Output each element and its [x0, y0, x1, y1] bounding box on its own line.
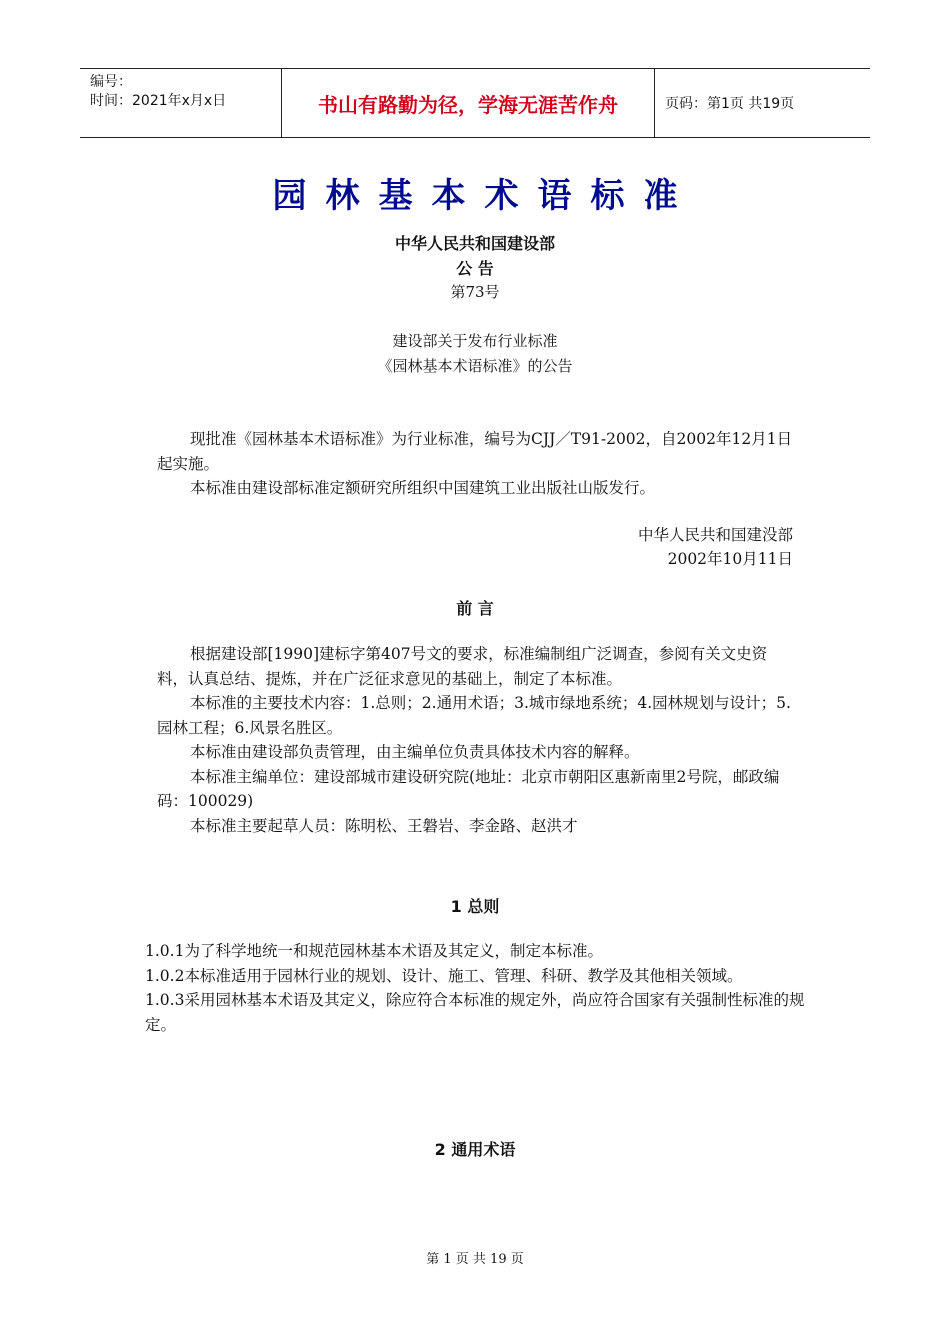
announcement-subject-2: 《园林基本术语标准》的公告 [377, 357, 573, 375]
announcement-date: 2002年10月11日 [667, 550, 793, 568]
document-title: 园林基本术语标准 [272, 176, 697, 216]
announcement-body [157, 427, 797, 501]
section-1-heading: 1 总则 [450, 897, 500, 916]
announcement-body-line-2: 本标准由建设部标准定额研究所组织中国建筑工业出版社山版发行。 [190, 479, 656, 497]
page-info-text: 页码：第1页 共19页 [665, 96, 795, 112]
announcement-number: 第73号 [450, 283, 500, 301]
preface-paragraph: 本标准主要起草人员：陈明松、王磐岩、李金路、赵洪才 [190, 816, 578, 835]
preface-body [157, 642, 797, 838]
motto-cell [281, 69, 655, 137]
section-2-heading: 2 通用术语 [434, 1140, 516, 1159]
preface-paragraph: 本标准的主要技术内容：1.总则；2.通用术语；3.城市绿地系统；4.园林规划与设计；5.园林工程；6.风景名胜区。 [157, 694, 791, 737]
clause-item: 1.0.3采用园林基本术语及其定义，除应符合本标准的规定外，尚应符合国家有关强制性标准的规定。 [145, 991, 805, 1034]
preface-paragraph: 本标准由建设部负责管理，由主编单位负责具体技术内容的解释。 [190, 743, 640, 761]
time-label: 时间：2021年x月x日 [90, 93, 227, 109]
announcement-body-line-1: 现批准《园林基本术语标准》为行业标准，编号为CJJ／T91-2002，自2002年12月1日起实施。 [157, 430, 793, 473]
header-table [80, 68, 870, 138]
preface-heading: 前 言 [456, 599, 494, 618]
announcement-issuer: 中华人民共和国建设部 [394, 234, 555, 253]
announcement-subject-1: 建设部关于发布行业标准 [392, 332, 558, 350]
clause-item: 1.0.2本标准适用于园林行业的规划、设计、施工、管理、科研、教学及其他相关领域。 [145, 966, 743, 985]
section-1-body [145, 939, 805, 1037]
motto-text: 书山有路勤为径，学海无涯苦作舟 [318, 92, 618, 117]
header-meta-cell [80, 69, 281, 137]
preface-paragraph: 根据建设部[1990]建标字第407号文的要求，标准编制组广泛调查，参阅有关文史资料，认真总结、提炼，并在广泛征求意见的基础上，制定了本标准。 [157, 645, 768, 688]
page-info-cell [655, 69, 870, 137]
preface-paragraph: 本标准主编单位：建设部城市建设研究院(地址：北京市朝阳区惠新南里2号院，邮政编码：100029) [157, 767, 780, 810]
announcement-type: 公 告 [456, 259, 494, 278]
number-label: 编号： [90, 74, 132, 90]
announcement-signature: 中华人民共和国建没部 [637, 526, 793, 544]
clause-item: 1.0.1为了科学地统一和规范园林基本术语及其定义，制定本标准。 [145, 942, 603, 960]
page-footer: 第 1 页 共 19 页 [426, 1252, 524, 1267]
